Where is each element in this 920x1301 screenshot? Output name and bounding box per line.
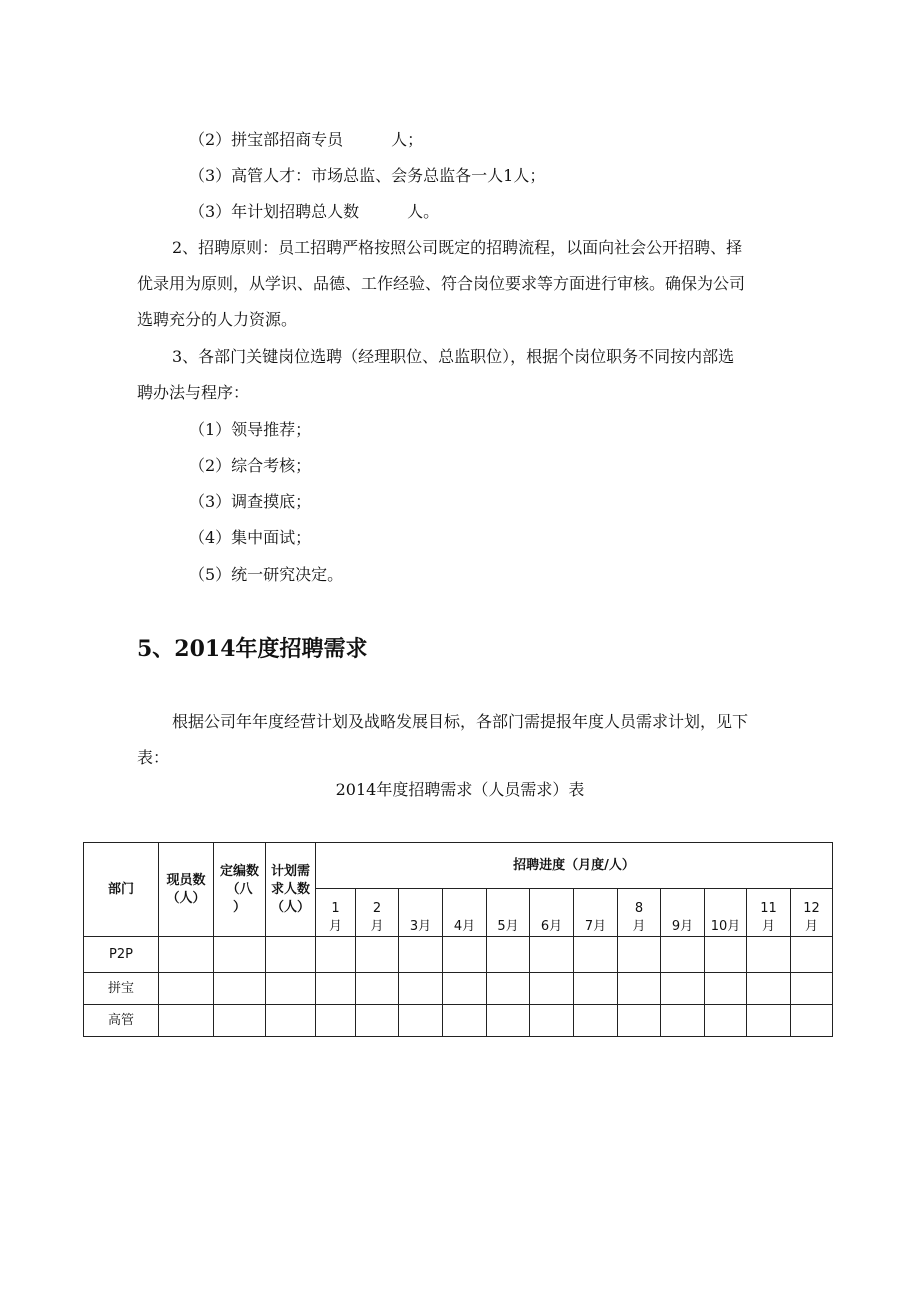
header-progress: 招聘进度（月度/人） [316, 843, 833, 889]
paragraph-line: 优录用为原则，从学识、品德、工作经验、符合岗位要求等方面进行审核。确保为公司 [137, 274, 746, 293]
recruitment-table [83, 842, 833, 1037]
header-month: 4月 [443, 889, 487, 937]
section-heading: 5、2014年度招聘需求 [137, 636, 368, 662]
header-month: 7月 [574, 889, 618, 937]
list-item: （3）调查摸底； [189, 492, 312, 511]
header-month: 10月 [705, 889, 747, 937]
list-item: （3）年计划招聘总人数 人。 [189, 202, 440, 221]
list-item: （2）拼宝部招商专员 人； [189, 130, 424, 149]
list-item: （3）高管人才：市场总监、会务总监各一人1人； [189, 166, 546, 185]
list-item: （2）综合考核； [189, 456, 312, 475]
header-month: 9月 [661, 889, 705, 937]
header-quota: 定编数 （八 ） [214, 843, 266, 937]
row-department: 拼宝 [84, 973, 159, 1005]
table-title: 2014年度招聘需求（人员需求）表 [335, 780, 585, 799]
table-row [84, 1005, 833, 1037]
row-department: 高管 [84, 1005, 159, 1037]
table-row [84, 973, 833, 1005]
row-department: P2P [84, 937, 159, 973]
list-item: （5）统一研究决定。 [189, 565, 344, 584]
paragraph-line: 根据公司年年度经营计划及战略发展目标，各部门需提报年度人员需求计划，见下 [172, 712, 749, 731]
table-row [84, 937, 833, 973]
paragraph-line: 选聘充分的人力资源。 [137, 310, 298, 329]
paragraph-line: 表： [137, 748, 170, 767]
paragraph-line: 3、各部门关键岗位选聘（经理职位、总监职位），根据个岗位职务不同按内部选 [172, 347, 735, 366]
list-item: （1）领导推荐； [189, 420, 312, 439]
header-month: 5月 [487, 889, 530, 937]
header-month: 3月 [399, 889, 443, 937]
header-month: 8 月 [618, 889, 661, 937]
paragraph-line: 聘办法与程序： [137, 383, 250, 402]
header-month: 11 月 [747, 889, 791, 937]
list-item: （4）集中面试； [189, 528, 312, 547]
header-month: 2 月 [356, 889, 399, 937]
paragraph-line: 2、招聘原则：员工招聘严格按照公司既定的招聘流程，以面向社会公开招聘、择 [172, 238, 743, 257]
header-month: 6月 [530, 889, 574, 937]
header-department: 部门 [84, 843, 159, 937]
header-current-staff: 现员数 （人） [159, 843, 214, 937]
header-month: 12 月 [791, 889, 833, 937]
header-planned-demand: 计划需 求人数 （人） [266, 843, 316, 937]
header-month: 1 月 [316, 889, 356, 937]
